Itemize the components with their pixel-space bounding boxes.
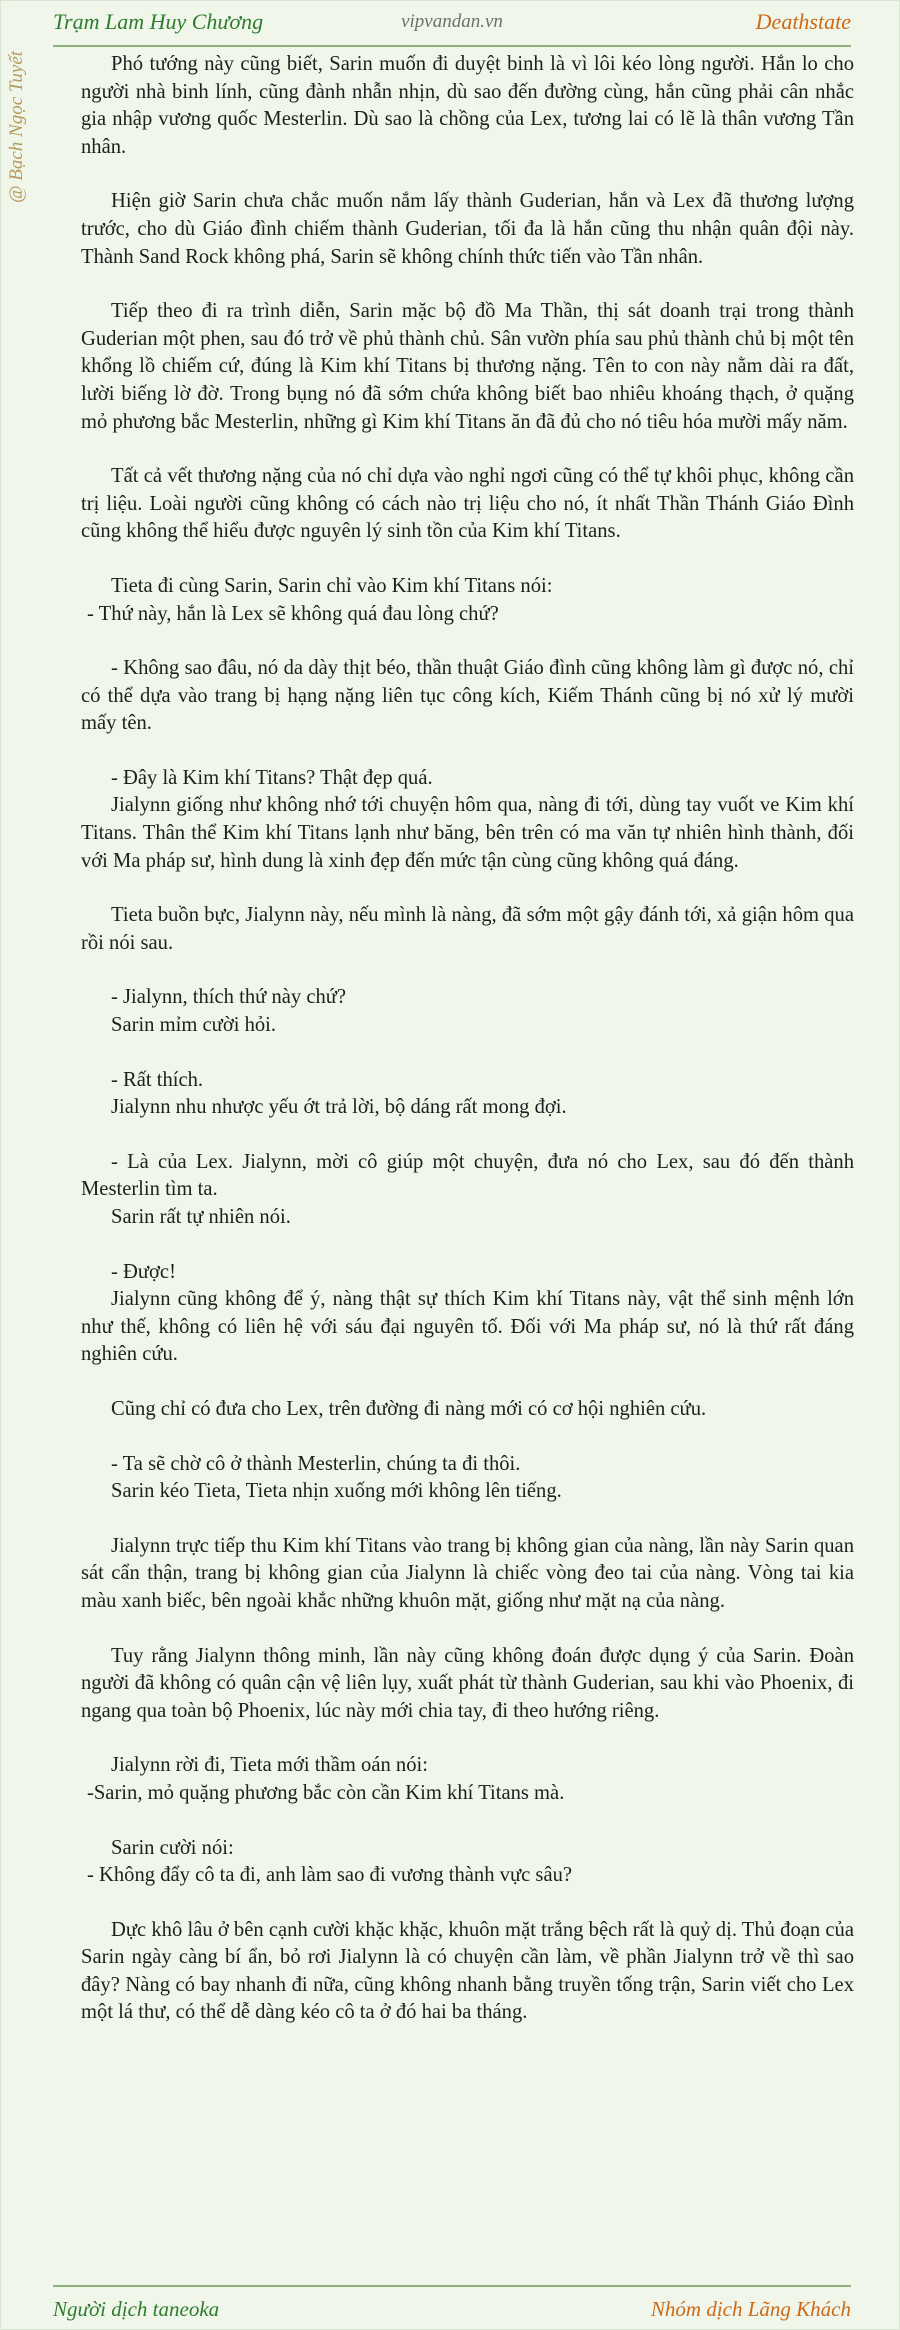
paragraph: Sarin kéo Tieta, Tieta nhịn xuống mới không lên tiếng.	[111, 1480, 562, 1503]
paragraph: Jialynn trực tiếp thu Kim khí Titans vào trang bị không gian của nàng, lần này Sarin quan sát cẩn thận, trang bị không gian của Jialynn là chiếc vòng đeo tai của nàng. Vòng tai kia màu xanh biếc, bên ngoài khắc những khuôn mặt, giống như mặt nạ của nàng.	[81, 1534, 854, 1612]
side-watermark: @ Bạch Ngọc Tuyết	[6, 51, 27, 204]
paragraph: Tieta đi cùng Sarin, Sarin chỉ vào Kim khí Titans nói:	[111, 574, 553, 597]
dialogue-line: - Rất thích.	[111, 1068, 204, 1091]
paragraph: Jialynn cũng không để ý, nàng thật sự thích Kim khí Titans này, vật thể sinh mệnh lớn như thế, không có liên hệ với sáu đại nguyên tố. Đối với Ma pháp sư, nó là thứ rất đáng nghiên cứu.	[81, 1288, 854, 1366]
chapter-body	[81, 51, 854, 2054]
paragraph: Jialynn rời đi, Tieta mới thầm oán nói:	[111, 1754, 428, 1777]
paragraph: Cũng chỉ có đưa cho Lex, trên đường đi nàng mới có cơ hội nghiên cứu.	[111, 1397, 707, 1420]
footer-group: Nhóm dịch Lãng Khách	[650, 2297, 851, 2321]
dialogue-line: - Không đẩy cô ta đi, anh làm sao đi vương thành vực sâu?	[87, 1864, 573, 1887]
paragraph: Tiếp theo đi ra trình diễn, Sarin mặc bộ đồ Ma Thần, thị sát doanh trại trong thành Guderian một phen, sau đó trở về phủ thành chủ. Sân vườn phía sau phủ thành chủ bị một tên khổng lồ chiếm cứ, đúng là Kim khí Titans bị thương nặng. Tên to con này nằm dài ra đất, lười biếng lờ đờ. Trong bụng nó đã sớm chứa không biết bao nhiêu khoáng thạch, ở quặng mỏ phương bắc Mesterlin, những gì Kim khí Titans ăn đã đủ cho nó tiêu hóa mười mấy năm.	[81, 300, 854, 433]
paragraph: Sarin rất tự nhiên nói.	[111, 1206, 291, 1228]
paragraph: Jialynn giống như không nhớ tới chuyện hôm qua, nàng đi tới, dùng tay vuốt ve Kim khí Titans. Thân thể Kim khí Titans lạnh như băng, bên trên có ma văn tự nhiên hình thành, đối với Ma pháp sư, hình dung là xinh đẹp đến mức tận cùng cũng không quá đáng.	[81, 794, 854, 872]
paragraph: Tất cả vết thương nặng của nó chỉ dựa vào nghỉ ngơi cũng có thể tự khôi phục, không cần trị liệu. Loài người cũng không có cách nào trị liệu cho nó, ít nhất Thần Thánh Giáo Đình cũng không thể hiểu được nguyên lý sinh tồn của Kim khí Titans.	[81, 465, 854, 543]
header-domain: vipvandan.vn	[401, 11, 503, 32]
dialogue-line: - Không sao đâu, nó da dày thịt béo, thần thuật Giáo đình cũng không làm gì được nó, chỉ có thể dựa vào trang bị hạng nặng liên tục công kích, Kiếm Thánh cũng bị nó xử lý mười mấy tên.	[81, 657, 854, 735]
dialogue-line: - Ta sẽ chờ cô ở thành Mesterlin, chúng ta đi thôi.	[111, 1452, 521, 1475]
paragraph: Phó tướng này cũng biết, Sarin muốn đi duyệt binh là vì lôi kéo lòng người. Hắn lo cho người nhà binh lính, cũng đành nhẫn nhịn, dù sao đến đường cùng, hắn cũng phải cân nhắc gia nhập vương quốc Mesterlin. Dù sao là chồng của Lex, tương lai có lẽ là thân vương Tần nhân.	[81, 53, 854, 158]
dialogue-line: -Sarin, mỏ quặng phương bắc còn cần Kim khí Titans mà.	[87, 1781, 565, 1804]
footer-translator: Người dịch taneoka	[53, 2297, 220, 2321]
page-footer	[53, 2285, 851, 2327]
dialogue-line: - Jialynn, thích thứ này chứ?	[111, 986, 347, 1009]
paragraph: Dực khô lâu ở bên cạnh cười khặc khặc, khuôn mặt trắng bệch rất là quỷ dị. Thủ đoạn của Sarin ngày càng bí ẩn, bỏ rơi Jialynn là có chuyện cần làm, về phần Jialynn trở về thì sao đây? Nàng có bay nhanh đi nữa, cũng không nhanh bằng truyền tống trận, Sarin viết cho Lex một lá thư, có thể dễ dàng kéo cô ta ở đó hai ba tháng.	[81, 1918, 854, 2024]
paragraph: Tieta buồn bực, Jialynn này, nếu mình là nàng, đã sớm một gậy đánh tới, xả giận hôm qua rồi nói sau.	[81, 904, 854, 954]
page-header	[53, 1, 851, 47]
header-site-name: Trạm Lam Huy Chương	[53, 9, 264, 34]
paragraph: Sarin cười nói:	[111, 1836, 234, 1859]
paragraph: Tuy rằng Jialynn thông minh, lần này cũng không đoán được dụng ý của Sarin. Đoàn người đã không có quân cận vệ liên lụy, xuất phát từ thành Guderian, sau khi vào Phoenix, đi ngang qua toàn bộ Phoenix, lúc này mới chia tay, đi theo hướng riêng.	[81, 1644, 854, 1722]
dialogue-line: - Được!	[111, 1260, 176, 1283]
dialogue-line: - Là của Lex. Jialynn, mời cô giúp một chuyện, đưa nó cho Lex, sau đó đến thành Mesterlin tìm ta.	[81, 1150, 854, 1201]
dialogue-line: - Thứ này, hắn là Lex sẽ không quá đau lòng chứ?	[87, 602, 499, 625]
paragraph: Sarin mỉm cười hỏi.	[111, 1014, 277, 1037]
paragraph: Jialynn nhu nhược yếu ớt trả lời, bộ dáng rất mong đợi.	[111, 1096, 567, 1119]
paragraph: Hiện giờ Sarin chưa chắc muốn nắm lấy thành Guderian, hắn và Lex đã thương lượng trước, cho dù Giáo đình chiếm thành Guderian, tối đa là hắn cũng thu nhận quân đội này. Thành Sand Rock không phá, Sarin sẽ không chính thức tiến vào Tần nhân.	[81, 190, 854, 268]
header-book-title: Deathstate	[755, 9, 851, 34]
dialogue-line: - Đây là Kim khí Titans? Thật đẹp quá.	[111, 766, 433, 789]
